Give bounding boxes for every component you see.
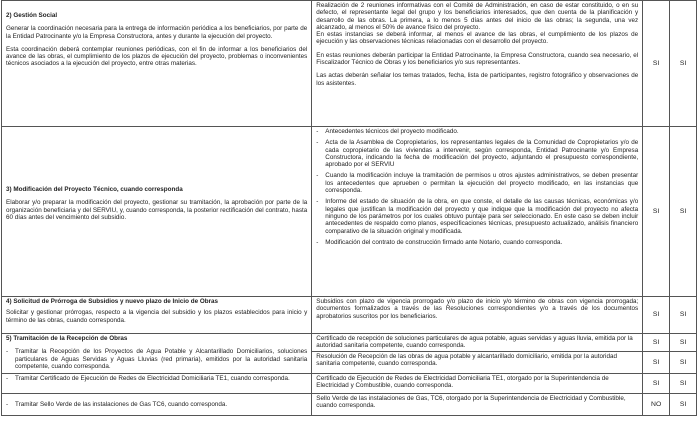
list-item: - Modificación del contrato de construcción firmado ante Notario, cuando corresponda. (316, 239, 638, 246)
requirement-paragraph: En estas instancias se deberá informar, al menos el avance de las obras, el cumplimiento de los plazos de ejecución y las observaciones técnicas relacionadas con el desarrollo del proyecto. (316, 31, 639, 46)
task-cell (2, 334, 312, 374)
status-cell: SI (670, 127, 697, 297)
status-cell: SI (643, 127, 670, 297)
status-cell: SI (670, 374, 697, 394)
task-paragraph: Solicitar y gestionar prórrogas, respecto a la vigencia del subsidio y los plazos establecidos para inicio y término de las obras, cuando corresponda. (6, 309, 308, 324)
table-row (2, 374, 697, 394)
status-cell: SI (670, 297, 697, 334)
requirement-cell: Resolución de Recepción de las obras de agua potable y alcantarillado domiciliario, emitida por la autoridad sanitaria competente, cuando corresponda. (312, 352, 643, 374)
status-cell: SI (643, 1, 670, 127)
requirement-cell (312, 127, 643, 297)
list-item: - Antecedentes técnicos del proyecto modificado. (316, 128, 638, 135)
task-cell (2, 1, 312, 127)
task-cell (2, 127, 312, 297)
list-item: - Tramitar Certificado de Ejecución de Redes de Electricidad Domiciliaria TE1, cuando corresponda. (6, 375, 307, 382)
table-row (2, 1, 697, 127)
table-row (2, 394, 697, 416)
requirement-paragraph: Realización de 2 reuniones informativas con el Comité de Administración, en caso de estar constituido, o en su defecto, el representante legal del grupo y los beneficiarios interesados, que den cuenta de la planificación y desarrollo de las obras. La primera, a lo menos 5 días antes del inicio de las obras; la segunda, una vez alcanzado, al menos el 50% de avance físico del proyecto. (316, 2, 639, 31)
status-cell: SI (670, 394, 697, 416)
section-title: 3) Modificación del Proyecto Técnico, cuando corresponda (6, 185, 183, 193)
requirement-paragraph: En estas reuniones deberán participar la Entidad Patrocinante, la Empresa Constructora, cuando sea necesario, el Fiscalizador Técnico de Obras y los beneficiarios y/o sus representantes. (316, 51, 639, 67)
section-title: 4) Solicitud de Prórroga de Subsidios y nuevo plazo de Inicio de Obras (6, 298, 219, 305)
status-cell: SI (670, 1, 697, 127)
requirement-cell (312, 1, 643, 127)
table-row (2, 334, 697, 352)
task-list (6, 401, 307, 408)
requirement-list (316, 128, 638, 246)
requirement-cell (312, 297, 643, 334)
status-cell: SI (643, 297, 670, 334)
list-item: - Tramitar Sello Verde de las instalaciones de Gas TC6, cuando corresponda. (6, 401, 307, 408)
task-paragraph: Generar la coordinación necesaria para la entrega de información periódica a los beneficiarios, por parte de la Entidad Patrocinante y/o la Empresa Constructora, antes y durante la ejecución del proyecto. (6, 25, 308, 40)
list-item: - Cuando la modificación incluye la tramitación de permisos u otros ajustes administrativos, se deben presentar los antecedentes que aprueben o permitan la ejecución del proyecto modificado, en las instancias que corresponda. (316, 172, 638, 194)
task-list (6, 375, 307, 382)
requirement-cell: Certificado de recepción de soluciones particulares de agua potable, aguas servidas y aguas lluvia, emitida por la autoridad sanitaria competente, cuando corresponda. (312, 334, 643, 352)
list-item: - Informe del estado de situación de la obra, en que conste, el detalle de las causas técnicas, económicas y/o legales que justifican la modificación del proyecto y que indique que la modificación del proyecto no afecta ninguno de los parámetros por los cuales obtuvo puntaje para ser seleccionado. En este caso se deben incluir antecedentes de respaldo como planos, especificaciones técnicas, presupuesto actualizado, análisis financiero comparativo de la situación original y modificada. (316, 198, 638, 234)
status-cell: SI (643, 352, 670, 374)
task-cell (2, 394, 312, 416)
task-list (6, 348, 307, 370)
status-cell: SI (643, 334, 670, 352)
requirement-paragraph: Subsidios con plazo de vigencia prorrogado y/o plazo de inicio y/o término de obras con vigencia prorrogada; documentos formalizados a través de las Resoluciones correspondientes y/o a través de los documentos aprobatorios suscritos por los beneficiarios. (316, 298, 639, 320)
table-row (2, 127, 697, 297)
section-title: 5) Tramitación de la Recepción de Obras (6, 335, 128, 342)
task-cell (2, 374, 312, 394)
requirement-cell: Certificado de Ejecución de Redes de Electricidad Domiciliaria TE1, otorgado por la Superintendencia de Electricidad y Combustible, cuando corresponda. (312, 374, 643, 394)
task-paragraph: Elaborar y/o preparar la modificación del proyecto, gestionar su tramitación, la aprobación por parte de la organización beneficiaria y del SERVIU, y, cuando corresponda, la posterior rectificación del contrato, hasta 60 días antes del vencimiento del subsidio. (6, 199, 308, 221)
status-cell: SI (670, 334, 697, 352)
task-paragraph: Esta coordinación deberá contemplar reuniones periódicas, con el fin de informar a los beneficiarios del avance de las obras, el cumplimiento de los plazos de ejecución del proyecto, problemas o inconvenientes técnicos asociados a la ejecución del proyecto, entre otras materias. (6, 45, 308, 68)
status-cell: NO (643, 394, 670, 416)
status-cell: SI (643, 374, 670, 394)
list-item: - Tramitar la Recepción de los Proyectos de Agua Potable y Alcantarillado Domiciliarios, soluciones particulares de Aguas Servidas y Aguas Lluvias (red primaria), emitidos por la autoridad sanitaria competente, cuando corresponda. (6, 348, 307, 370)
task-cell (2, 297, 312, 334)
requirement-cell: Sello Verde de las instalaciones de Gas, TC6, otorgado por la Superintendencia de Electricidad y Combustible, cuando corresponda. (312, 394, 643, 416)
status-cell: SI (670, 352, 697, 374)
list-item: - Acta de la Asamblea de Copropietarios, los representantes legales de la Comunidad de Copropietarios y/o de cada copropietario de las viviendas a intervenir, según corresponda, Entidad Patrocinante y/o Empresa Constructora, indicando la fecha de modificación del proyecto, adjuntando el presupuesto correspondiente, aprobado por el SERVIU (316, 139, 638, 168)
table-row (2, 297, 697, 334)
section-title: 2) Gestión Social (6, 12, 58, 19)
requirement-paragraph: Las actas deberán señalar los temas tratados, fecha, lista de participantes, registro fotográfico y observaciones de los asistentes. (316, 72, 639, 87)
requirements-table (1, 0, 697, 416)
